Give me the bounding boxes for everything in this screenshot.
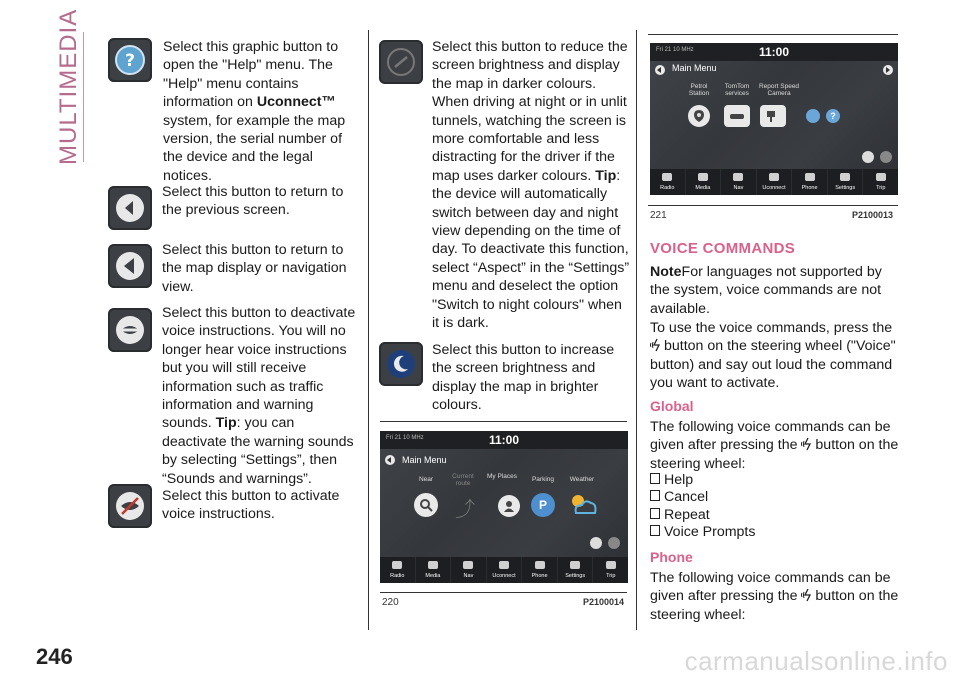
figure-code: P2100014 (583, 597, 625, 607)
figure-220-screenshot: Fri 21 10 MHz 11:00 Main Menu Near Current route My Places Parking Weather ⤴ P Radio Media Nav Uconnect Phone Settings Trip (380, 431, 628, 583)
figure-number: 220 (382, 597, 399, 608)
tile-label: Current route (452, 473, 474, 487)
speed-camera-icon (760, 105, 786, 127)
weather-icon (568, 491, 598, 517)
figure-221-screenshot: Fri 21 10 MHz 11:00 Main Menu Petrol Station TomTom services Report Speed Camera ? Radio Media Nav Uconnect Phone Settings Trip (650, 43, 898, 195)
figure-number: 221 (650, 210, 667, 221)
nav-label: Radio (660, 185, 675, 191)
help-description: Select this graphic button to open the "Help" menu. The "Help" menu contains information on Uconnect™ system, for example the map version, the serial number of the device and the legal notices. (163, 39, 346, 184)
phone-intro: The following voice commands can be given after pressing the button on the steering wheel: (650, 570, 899, 623)
nav-label: Phone (801, 185, 818, 191)
screen-menu-title: Main Menu (402, 455, 447, 465)
activate-voice-icon (108, 484, 152, 528)
screen-back-button (655, 65, 665, 75)
section-title: MULTIMEDIA (55, 8, 82, 165)
screen-clock: 11:00 (488, 433, 520, 447)
voice-usage: To use the voice commands, press the button on the steering wheel ("Voice" button) and say out loud the command you want to activate. (650, 320, 896, 392)
nav-label: Radio (390, 573, 405, 579)
column-divider-left (368, 30, 369, 630)
voice-button-icon (801, 437, 815, 451)
figure-220-top-rule (380, 421, 627, 422)
voice-note: NoteFor languages not supported by the system, voice commands are not available. (650, 264, 882, 317)
map-return-description: Select this button to return to the map display or navigation view. (162, 242, 347, 295)
petrol-station-icon (688, 105, 710, 127)
tile-label: Report Speed Camera (758, 83, 800, 97)
nav-label: Uconnect (762, 185, 786, 191)
voice-button-icon (801, 588, 815, 602)
screen-mute-button (862, 151, 874, 163)
mute-voice-icon (108, 308, 152, 352)
nav-label: Settings (565, 573, 586, 579)
nav-label: Trip (876, 185, 886, 191)
screen-forward-button (883, 65, 893, 75)
mute-voice-description: Select this button to deactivate voice instructions. You will no longer hear voice instructions but you will still receive information such as traffic information and warning sounds. Tip: you can deactivate the warning sounds by selecting “Settings”, then “Sounds and warnings”. (162, 305, 356, 487)
parking-icon: P (531, 493, 555, 517)
global-command-item: Help (650, 471, 693, 489)
tomtom-services-icon (724, 105, 750, 127)
night-mode-description: Select this button to reduce the screen brightness and display the map in darker colours. When driving at night or in unlit tunnels, watching the screen is more comfortable and less distracting for the driver if the map uses darker colours. Tip: the device will automatically switch between day and night view depending on the time of day. To deactivate this function, select “Aspect” in the “Settings” menu and deselect the option "Switch to night colours" when it is dark. (432, 39, 630, 332)
tile-label: Petrol Station (688, 83, 710, 97)
nav-label: Nav (463, 573, 474, 579)
global-heading: Global (650, 398, 694, 414)
figure-221-bottom-rule (648, 205, 898, 206)
nav-label: Trip (606, 573, 616, 579)
svg-text:?: ? (125, 51, 135, 71)
figure-code: P2100013 (852, 210, 894, 220)
day-mode-description: Select this button to increase the screen brightness and display the map in brighter colours. (432, 342, 615, 414)
screen-mute-button (590, 537, 602, 549)
phone-heading: Phone (650, 549, 693, 565)
tile-label: TomTom services (724, 83, 750, 97)
screen-clock: 11:00 (758, 45, 790, 59)
tile-label: My Places (487, 473, 517, 480)
figure-221-top-rule (648, 34, 898, 35)
help-button-icon: ? (826, 109, 840, 123)
screen-brightness-button (608, 537, 620, 549)
night-mode-icon (379, 40, 423, 84)
near-icon (414, 493, 438, 517)
page-number: 246 (36, 644, 73, 669)
screen-back-button (385, 455, 395, 465)
tile-label: Weather (569, 476, 595, 483)
settings-gear-icon (806, 109, 820, 123)
map-return-icon (108, 244, 152, 288)
help-icon (108, 38, 152, 82)
activate-voice-description: Select this button to activate voice instructions. (162, 488, 340, 523)
nav-label: Media (425, 573, 441, 579)
screen-brightness-button (880, 151, 892, 163)
screen-menu-title: Main Menu (672, 63, 717, 73)
figure-220-bottom-rule (380, 592, 627, 593)
nav-label: Settings (835, 185, 856, 191)
global-intro: The following voice commands can be given after pressing the button on the steering wheel: (650, 419, 899, 472)
tile-label: Parking (531, 476, 555, 483)
tile-label: Near (418, 476, 434, 483)
voice-button-icon (650, 338, 664, 352)
my-places-icon (498, 495, 520, 517)
nav-label: Phone (531, 573, 548, 579)
watermark: carmanualsonline.info (684, 646, 948, 676)
column-divider-right (636, 30, 637, 630)
nav-label: Nav (733, 185, 744, 191)
global-command-item: Cancel (650, 488, 708, 506)
section-divider (83, 32, 84, 162)
current-route-icon: ⤴ (455, 499, 475, 521)
global-command-item: Repeat (650, 506, 710, 524)
back-icon (108, 186, 152, 230)
back-description: Select this button to return to the previous screen. (162, 184, 344, 219)
voice-commands-heading: VOICE COMMANDS (650, 240, 796, 257)
day-mode-icon (379, 342, 423, 386)
nav-label: Media (695, 185, 711, 191)
global-command-item: Voice Prompts (650, 523, 755, 541)
nav-label: Uconnect (492, 573, 516, 579)
